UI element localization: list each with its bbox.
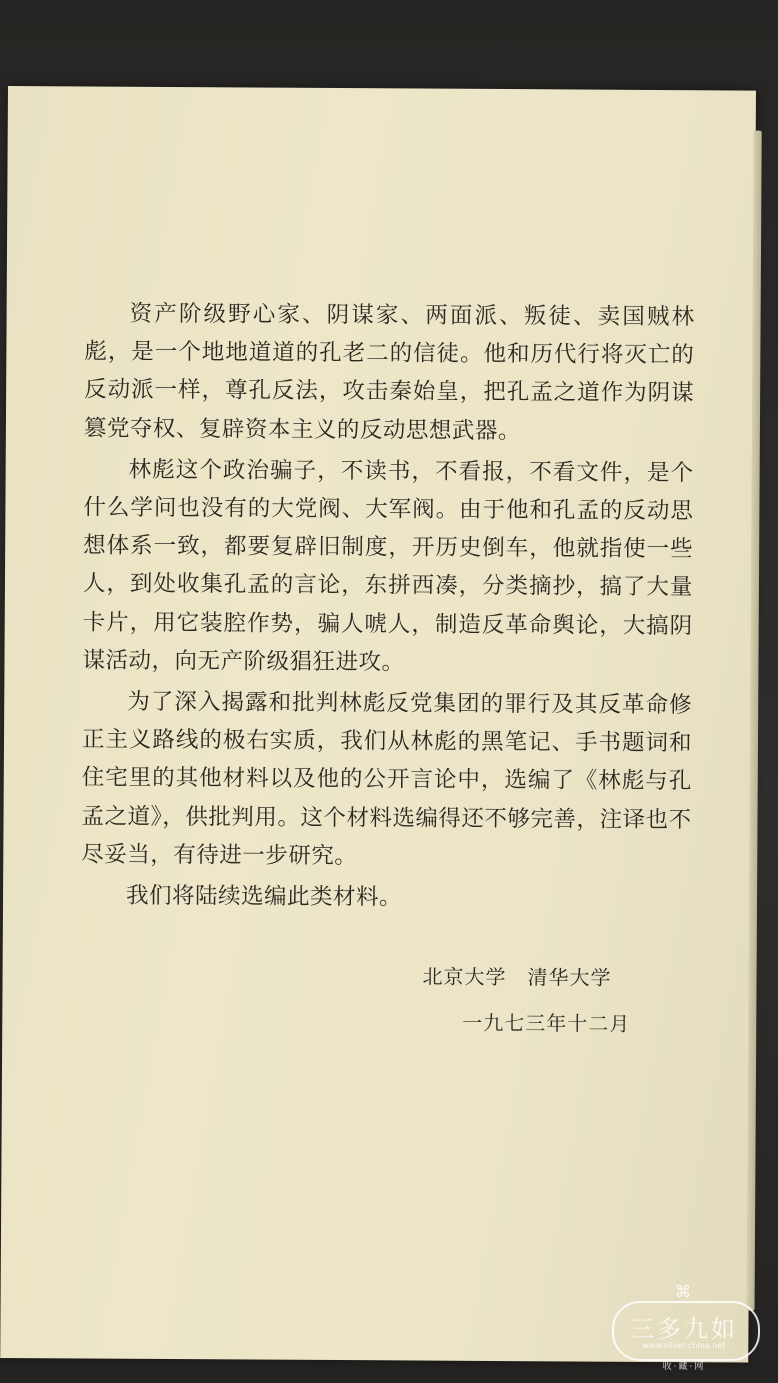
watermark-url: www.silver-china.net — [642, 1341, 726, 1350]
watermark-logo — [604, 1275, 764, 1375]
watermark-subtitle: 收·藏·网 — [662, 1362, 706, 1372]
signature-organizations: 北京大学 清华大学 — [422, 964, 612, 990]
paragraph-2: 林彪这个政治骗子，不读书，不看报，不看文件，是个什么学问也没有的大党阀、大军阀。由于他和孔孟的反动思想体系一致，都要复辟旧制度，开历史倒车，他就指使一些人，到处收集孔孟的言论，东拼西凑，分类摘抄，搞了大量卡片，用它装腔作势，骗人唬人，制造反革命舆论，大搞阴谋活动，向无产阶级猖狂进攻。 — [82, 456, 694, 676]
signature-date: 一九七三年十二月 — [462, 1010, 631, 1036]
paragraph-4: 我们将陆续选编此类材料。 — [125, 882, 403, 911]
body-text — [81, 294, 695, 921]
watermark-title: 三多九如 — [630, 1315, 738, 1343]
paragraph-1: 资产阶级野心家、阴谋家、两面派、叛徒、卖国贼林彪，是一个地地道道的孔老二的信徒。他和历代行将灭亡的反动派一样，尊孔反法，攻击秦始皇，把孔孟之道作为阴谋篡党夺权、复辟资本主义的反动思想武器。 — [83, 300, 695, 444]
paragraph-3: 为了深入揭露和批判林彪反党集团的罪行及其反革命修正主义路线的极右实质，我们从林彪的黑笔记、手书题词和住宅里的其他材料以及他的公开言论中，选编了《林彪与孔孟之道》，供批判用。这个材料选编得还不够完善，注译也不尽妥当，有待进一步研究。 — [81, 688, 693, 869]
endless-knot-icon: ⌘ — [675, 1282, 691, 1301]
paper-page — [0, 86, 756, 1363]
